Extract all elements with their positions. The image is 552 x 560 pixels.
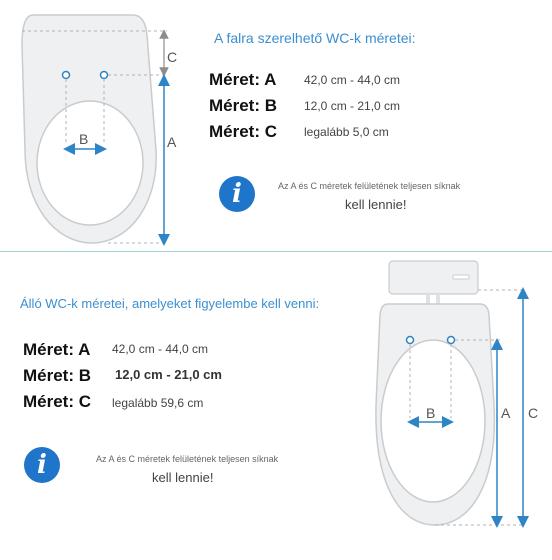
flat-surface-note: Az A és C méretek felületének teljesen síknak bbox=[278, 181, 461, 191]
dimension-c-label: C bbox=[528, 405, 539, 421]
size-b-label: Méret: B bbox=[23, 366, 92, 385]
size-a-label: Méret: A bbox=[23, 340, 91, 359]
size-c-label: Méret: C bbox=[23, 392, 92, 411]
floor-standing-seat-diagram bbox=[360, 255, 552, 545]
wall-mounted-seat-diagram bbox=[0, 0, 200, 250]
seat-opening bbox=[381, 340, 485, 502]
section-divider bbox=[0, 251, 552, 252]
size-b-value: 12,0 cm - 21,0 cm bbox=[304, 99, 401, 113]
dimension-a-label: A bbox=[167, 134, 177, 150]
size-a-label: Méret: A bbox=[209, 70, 277, 89]
size-a-value: 42,0 cm - 44,0 cm bbox=[112, 342, 209, 356]
size-a-value: 42,0 cm - 44,0 cm bbox=[304, 73, 401, 87]
size-b-label: Méret: B bbox=[209, 96, 278, 115]
hinge-hole-right bbox=[101, 72, 108, 79]
flat-surface-note: Az A és C méretek felületének teljesen síknak bbox=[96, 454, 279, 464]
size-c-label: Méret: C bbox=[209, 122, 278, 141]
seat-opening bbox=[37, 101, 143, 225]
dimension-c-label: C bbox=[167, 49, 178, 65]
dimension-b-label: B bbox=[79, 131, 89, 147]
hinge-hole-left bbox=[407, 337, 414, 344]
info-icon: i bbox=[24, 447, 60, 483]
size-c-value: legalább 5,0 cm bbox=[304, 125, 389, 139]
flat-surface-note-emphasis: kell lennie! bbox=[152, 470, 214, 485]
flush-button bbox=[453, 275, 469, 279]
size-b-value: 12,0 cm - 21,0 cm bbox=[115, 367, 222, 382]
info-icon: i bbox=[219, 176, 255, 212]
floor-standing-heading: Álló WC-k méretei, amelyeket figyelembe kell venni: bbox=[20, 296, 320, 311]
wall-mounted-heading: A falra szerelhető WC-k méretei: bbox=[214, 30, 416, 46]
hinge-hole-left bbox=[63, 72, 70, 79]
hinge-hole-right bbox=[448, 337, 455, 344]
size-c-value: legalább 59,6 cm bbox=[112, 396, 204, 410]
flat-surface-note-emphasis: kell lennie! bbox=[345, 197, 407, 212]
dimension-b-label: B bbox=[426, 405, 436, 421]
dimension-a-label: A bbox=[501, 405, 511, 421]
